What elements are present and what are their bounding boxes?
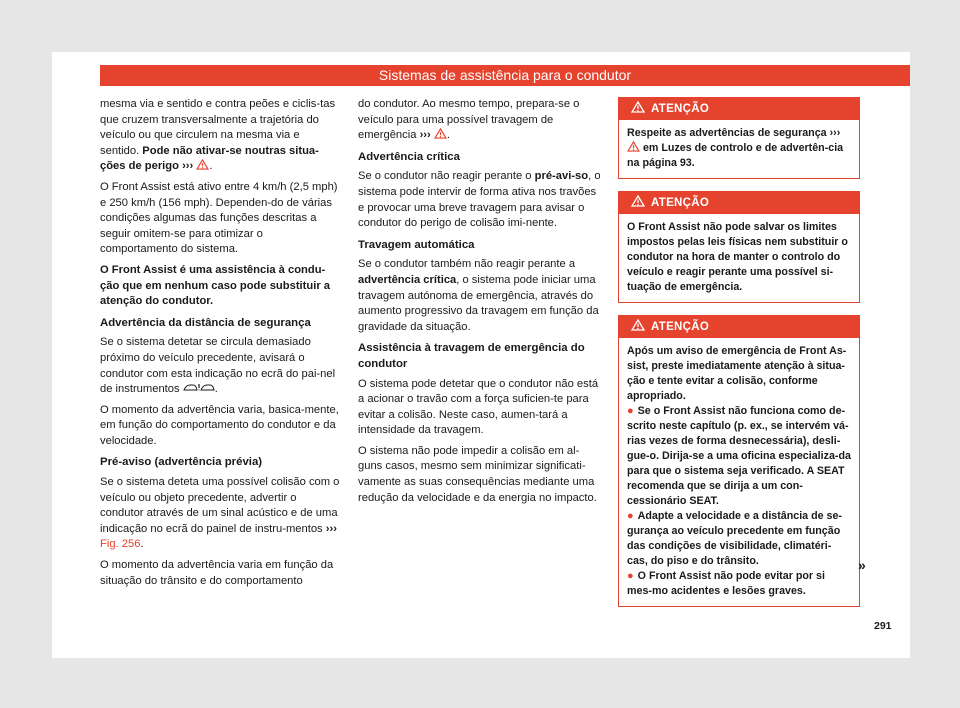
subheading: Travagem automática <box>358 238 475 251</box>
paragraph: O momento da advertência varia em função da situação do trânsito e do comportamento <box>100 559 334 587</box>
warning-header: ATENÇÃO <box>619 98 859 120</box>
list-item: ● O Front Assist não pode evitar por si mes-mo acidentes e lesões graves. <box>627 570 825 597</box>
paragraph: Se o condutor não reagir perante o pré-avi-so, o sistema pode intervir de forma ativa nos travões e provocar uma breve travagem para avisar o condutor do perigo de colisão imi-nente. <box>358 170 601 230</box>
warning-text: Após um aviso de emergência de Front As-sist, preste imediatamente atenção à situa-ção e tente evitar a colisão, conforme apropriado. ● Se o Front Assist não funciona como de-scrito neste capítulo (p. ex., se intervém vá-rias vezes de forma desnecessária), desli-gue-o. Dirija-se a uma oficina especializa-da para que o sistema seja verificado. A SEAT recomenda que se dirija a um con-cessionário SEAT. ● Adapte a velocidade e a distância de se-gurança ao veículo precedente em função das condições de visibilidade, climatéri-cas, do piso e do trânsito. ● O Front Assist não pode evitar por si mes-mo acidentes e lesões graves. <box>627 345 851 597</box>
subheading: Assistência à travagem de emergência do condutor <box>358 342 585 370</box>
warning-triangle-icon <box>631 101 645 113</box>
figure-link[interactable]: Fig. 256 <box>100 538 141 551</box>
warning-box <box>618 315 860 607</box>
warning-text: Respeite as advertências de segurança ››› em Luzes de controlo e de advertên-cia na página 93. <box>627 127 844 169</box>
bullet-icon: ● <box>627 570 634 582</box>
paragraph: O Front Assist está ativo entre 4 km/h (2,5 mph) e 250 km/h (156 mph). Dependen-do de várias condições algumas das funções descritas a seguir omitem-se para otimizar o comportamento do sistema. <box>100 180 338 256</box>
paragraph: do condutor. Ao mesmo tempo, prepara-se o veículo para uma possível travagem de emergência ››› . <box>358 98 580 142</box>
warning-box <box>618 191 860 303</box>
subheading: Advertência da distância de segurança <box>100 316 311 329</box>
warning-triangle-icon <box>196 159 209 170</box>
page-number: 291 <box>874 620 892 632</box>
warning-box <box>618 97 860 179</box>
paragraph: O momento da advertência varia, basica-mente, em função do comportamento do condutor e da velocidade. <box>100 403 339 447</box>
list-item: ● Adapte a velocidade e a distância de se-gurança ao veículo precedente em função das condições de visibilidade, climatéri-cas, do piso e do trânsito. <box>627 510 842 567</box>
paragraph: Se o sistema detetar se circula demasiado próximo do veículo precedente, avisará o condutor com esta indicação no ecrã do pai-nel de instrumentos . <box>100 336 336 396</box>
warning-triangle-icon <box>631 195 645 207</box>
section-header: Sistemas de assistência para o condutor <box>100 65 910 86</box>
paragraph-emphasis: O Front Assist é uma assistência à condu-ção que em nenhum caso pode substituir a atenção do condutor. <box>100 263 331 308</box>
subheading: Advertência crítica <box>358 150 460 163</box>
car-distance-warning-icon <box>183 382 215 392</box>
paragraph: Se o condutor também não reagir perante a advertência crítica, o sistema pode iniciar uma travagem autónoma de emergência, através do aumento progressivo da travagem em função da gravidade da situação. <box>358 258 599 333</box>
continue-mark: » <box>858 557 866 573</box>
text-column-1 <box>100 97 340 594</box>
paragraph: O sistema não pode impedir a colisão em al-guns casos, mesmo sem minimizar significati-vamente as suas consequências mediante uma redução da velocidade e da energia no impacto. <box>358 444 597 504</box>
bullet-icon: ● <box>627 510 634 522</box>
subheading: Pré-aviso (advertência prévia) <box>100 456 263 469</box>
list-item: ● Se o Front Assist não funciona como de-scrito neste capítulo (p. ex., se intervém vá-rias vezes de forma desnecessária), desli-gue-o. Dirija-se a uma oficina especializa-da para que o sistema seja verificado. A SEAT recomenda que se dirija a um con-cessionário SEAT. <box>627 405 851 507</box>
warnings-column <box>618 97 860 619</box>
paragraph: O sistema pode detetar que o condutor não está a acionar o travão com a força suficien-te para evitar a colisão. Neste caso, aumen-tará a intensidade da travagem. <box>358 377 599 437</box>
warning-header: ATENÇÃO <box>619 192 859 214</box>
paragraph: mesma via e sentido e contra peões e ciclis-tas que cruzem transversalmente a trajetória do veículo ou que circulem na mesma via e sentido. Pode não ativar-se noutras situa-ções de perigo ››› . <box>100 98 336 173</box>
bullet-icon: ● <box>627 405 634 417</box>
manual-page <box>52 52 910 658</box>
warning-triangle-icon <box>631 319 645 331</box>
warning-triangle-icon <box>434 128 447 139</box>
warning-header: ATENÇÃO <box>619 316 859 338</box>
warning-triangle-icon <box>627 141 640 152</box>
text-column-2 <box>358 97 601 511</box>
warning-text: O Front Assist não pode salvar os limites impostos pelas leis físicas nem substituir o condutor na hora de manter o controlo do veículo e reagir perante uma possível si-tuação de emergência. <box>627 221 848 293</box>
paragraph: Se o sistema deteta uma possível colisão com o veículo ou objeto precedente, advertir o condutor através de um sinal acústico e de uma indicação no ecrã do painel de instru-mentos ››› Fig. 256. <box>100 476 340 551</box>
